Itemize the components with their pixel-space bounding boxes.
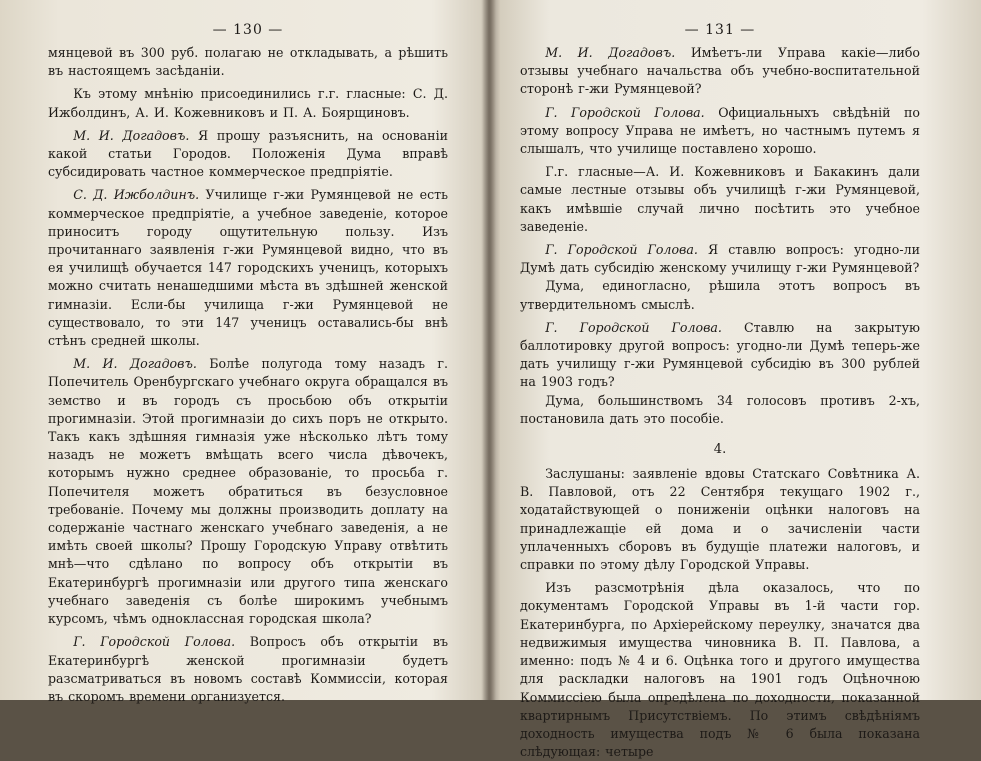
right-page bbox=[520, 0, 920, 760]
right-page-number: — 131 — bbox=[520, 22, 920, 44]
speaker-name: М. И. Догадовъ. bbox=[73, 356, 197, 372]
speaker-name: С. Д. Ижболдинъ. bbox=[73, 187, 200, 203]
paragraph: мянцевой въ 300 руб. полагаю не откладывать, а рѣшить въ настоящемъ засѣданіи. bbox=[48, 45, 448, 79]
paragraph: М. И. Догадовъ. Я прошу разъяснить, на основаніи какой статьи Городов. Положенія Дума вправѣ субсидировать частное коммерческое предпріятіе. bbox=[48, 127, 448, 180]
paragraph: Къ этому мнѣнію присоединились г.г. гласные: С. Д. Ижболдинъ, А. И. Кожевниковъ и П. А. Боярщиновъ. bbox=[48, 86, 448, 120]
paragraph: Заслушаны: заявленіе вдовы Статскаго Совѣтника А. В. Павловой, отъ 22 Сентября текущаго 1902 г., ходатайствующей о пониженіи оцѣнки налоговъ на принадлежащіе ей дома и о зачисленіи части уплаченныхъ сборовъ въ будущіе платежи налоговъ, и справки по этому дѣлу Городской Управы. bbox=[520, 466, 920, 573]
paragraph: Изъ разсмотрѣнія дѣла оказалось, что по документамъ Городской Управы въ 1-й части гор. Екатеринбурга, по Архіерейскому переулку, значатся два недвижимыя имущества чиновника В. П. Павлова, а именно: подъ № 4 и 6. Оцѣнка того и другого имущества для раскладки налоговъ на 1901 годъ Оцѣночною Коммиссіею была опредѣлена по доходности, показанной квартирнымъ Присутствіемъ. По этимъ свѣдѣніямъ доходность имущества подъ № 6 была показана слѣдующая: четыре bbox=[520, 580, 920, 760]
paragraph: Дума, единогласно, рѣшила этотъ вопросъ въ утвердительномъ смыслѣ. bbox=[520, 278, 920, 312]
speaker-name: М. И. Догадовъ. bbox=[73, 127, 190, 143]
paragraph: Г. Городской Голова. Я ставлю вопросъ: угодно-ли Думѣ дать субсидію женскому училищу г-жи Румянцевой? bbox=[520, 242, 920, 276]
left-page-body bbox=[48, 44, 448, 706]
speaker-name: Г. Городской Голова. bbox=[73, 634, 236, 650]
left-page-number: — 130 — bbox=[48, 22, 448, 44]
left-page bbox=[48, 0, 448, 704]
speaker-name: М. И. Догадовъ. bbox=[545, 45, 676, 60]
speaker-name: Г. Городской Голова. bbox=[545, 242, 698, 258]
speaker-name: Г. Городской Голова. bbox=[545, 104, 705, 120]
paragraph: Г. Городской Голова. Официальныхъ свѣдѣній по этому вопросу Управа не имѣетъ, но частнымъ путемъ я слышалъ, что училище поставлено хорошо. bbox=[520, 104, 920, 157]
paragraph: Дума, большинствомъ 34 голосовъ противъ 2-хъ, постановила дать это пособіе. bbox=[520, 392, 920, 426]
paragraph: Г.г. гласные—А. И. Кожевниковъ и Бакакинъ дали самые лестные отзывы объ училищѣ г-жи Румянцевой, какъ имѣвшіе случай лично посѣтить это учебное заведеніе. bbox=[520, 164, 920, 234]
speaker-name: Г. Городской Голова. bbox=[545, 319, 722, 335]
paragraph: М. И. Догадовъ. Болѣе полугода тому назадъ г. Попечитель Оренбургскаго учебнаго округа обращался въ земство и въ городъ съ просьбою объ открытіи прогимназіи. Этой прогимназіи до сихъ поръ не открыто. Такъ какъ здѣшняя гимназія уже нѣсколько лѣтъ тому назадъ не можетъ вмѣщать всего числа дѣвочекъ, которымъ нужно среднее образованіе, то просьба г. Попечителя можетъ обратиться въ безусловное требованіе. Почему мы должны производить доплату на содержаніе частнаго женскаго учебнаго заведенія, а не имѣть своей школы? Прошу Городскую Управу отвѣтить мнѣ—что сдѣлано по вопросу объ открытіи въ Екатеринбургѣ прогимназіи или другого типа женскаго учебнаго заведенія съ болѣе широкимъ учебнымъ курсомъ, чѣмъ одноклассная городская школа? bbox=[48, 356, 448, 627]
paragraph: С. Д. Ижболдинъ. Училище г-жи Румянцевой не есть коммерческое предпріятіе, а учебное заведеніе, которое приноситъ городу ощутительную пользу. Изъ прочитаннаго заявленія г-жи Румянцевой видно, что въ ея училищѣ обучается 147 городскихъ ученицъ, которыхъ можно считать ненашедшими мѣста въ здѣшней женской гимназіи. Если-бы училища г-жи Румянцевой не существовало, то эти 147 ученицъ оставались-бы внѣ стѣнъ средней школы. bbox=[48, 187, 448, 349]
section-number: 4. bbox=[713, 442, 727, 458]
paragraph: Г. Городской Голова. Вопросъ объ открытіи въ Екатеринбургѣ женской прогимназіи будетъ разсматриваться въ новомъ составѣ Коммиссіи, которая въ скоромъ времени организуется. bbox=[48, 634, 448, 704]
paragraph: М. И. Догадовъ. Имѣетъ-ли Управа какіе—либо отзывы учебнаго начальства объ учебно-воспитательной сторонѣ г-жи Румянцевой? bbox=[520, 45, 920, 97]
book-gutter bbox=[482, 0, 496, 700]
paragraph: Г. Городской Голова. Ставлю на закрытую баллотировку другой вопросъ: угодно-ли Думѣ теперь-же дать училищу г-жи Румянцевой субсидію въ 300 рублей на 1903 годъ? bbox=[520, 319, 920, 390]
right-page-body bbox=[520, 44, 920, 761]
